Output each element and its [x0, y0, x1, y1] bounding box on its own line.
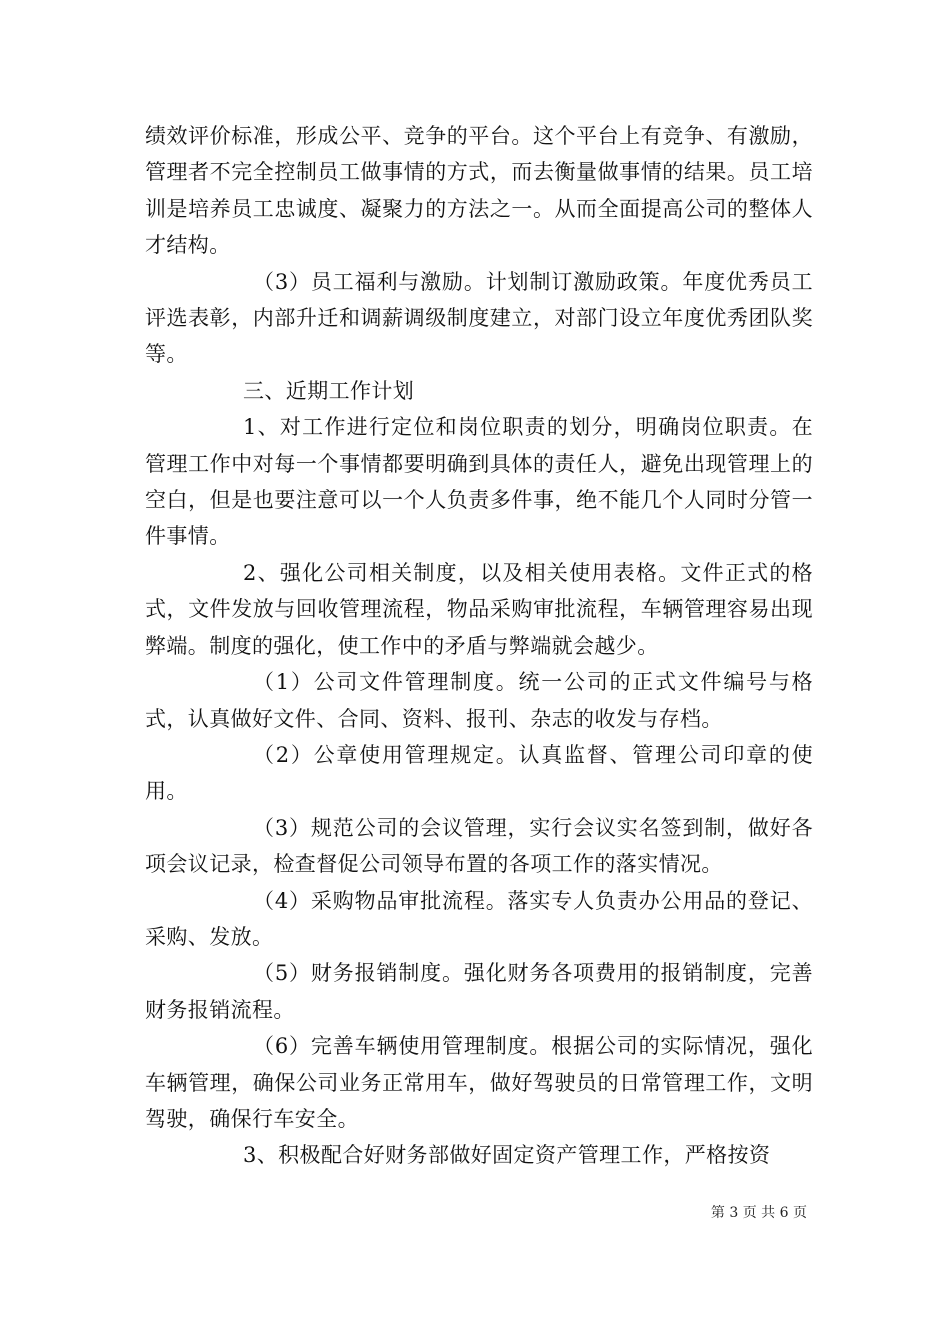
paragraph-continuation: 绩效评价标准，形成公平、竞争的平台。这个平台上有竞争、有激励，管理者不完全控制员工做事情的方式，而去衡量做事情的结果。员工培训是培养员工忠诚度、凝聚力的方法之一。从而全面提高公司的整体人才结构。 — [145, 124, 813, 258]
paragraph-subitem-1: （1）公司文件管理制度。统一公司的正式文件编号与格式，认真做好文件、合同、资料、报刊、杂志的收发与存档。 — [145, 670, 813, 731]
paragraph-item-3: 3、积极配合好财务部做好固定资产管理工作，严格按资 — [243, 1143, 771, 1168]
paragraph-employee-welfare: （3）员工福利与激励。计划制订激励政策。年度优秀员工评选表彰，内部升迁和调薪调级制度建立，对部门设立年度优秀团队奖等。 — [145, 269, 813, 367]
paragraph-item-2: 2、强化公司相关制度，以及相关使用表格。文件正式的格式，文件发放与回收管理流程，物品采购审批流程，车辆管理容易出现弊端。制度的强化，使工作中的矛盾与弊端就会越少。 — [145, 560, 813, 658]
section-heading-near-term-plan: 三、近期工作计划 — [243, 378, 415, 403]
paragraph-subitem-6: （6）完善车辆使用管理制度。根据公司的实际情况，强化车辆管理，确保公司业务正常用车，做好驾驶员的日常管理工作，文明驾驶，确保行车安全。 — [145, 1034, 813, 1131]
paragraph-subitem-2: （2）公章使用管理规定。认真监督、管理公司印章的使用。 — [145, 742, 813, 804]
document-body — [145, 118, 813, 1174]
paragraph-subitem-5: （5）财务报销制度。强化财务各项费用的报销制度，完善财务报销流程。 — [145, 961, 813, 1022]
paragraph-item-1: 1、对工作进行定位和岗位职责的划分，明确岗位职责。在管理工作中对每一个事情都要明确到具体的责任人，避免出现管理上的空白，但是也要注意可以一个人负责多件事，绝不能几个人同时分管一件事情。 — [145, 415, 813, 549]
paragraph-subitem-4: （4）采购物品审批流程。落实专人负责办公用品的登记、采购、发放。 — [145, 888, 813, 949]
paragraph-subitem-3: （3）规范公司的会议管理，实行会议实名签到制，做好各项会议记录，检查督促公司领导布置的各项工作的落实情况。 — [145, 815, 813, 877]
page-number-footer: 第 3 页 共 6 页 — [710, 1205, 807, 1221]
